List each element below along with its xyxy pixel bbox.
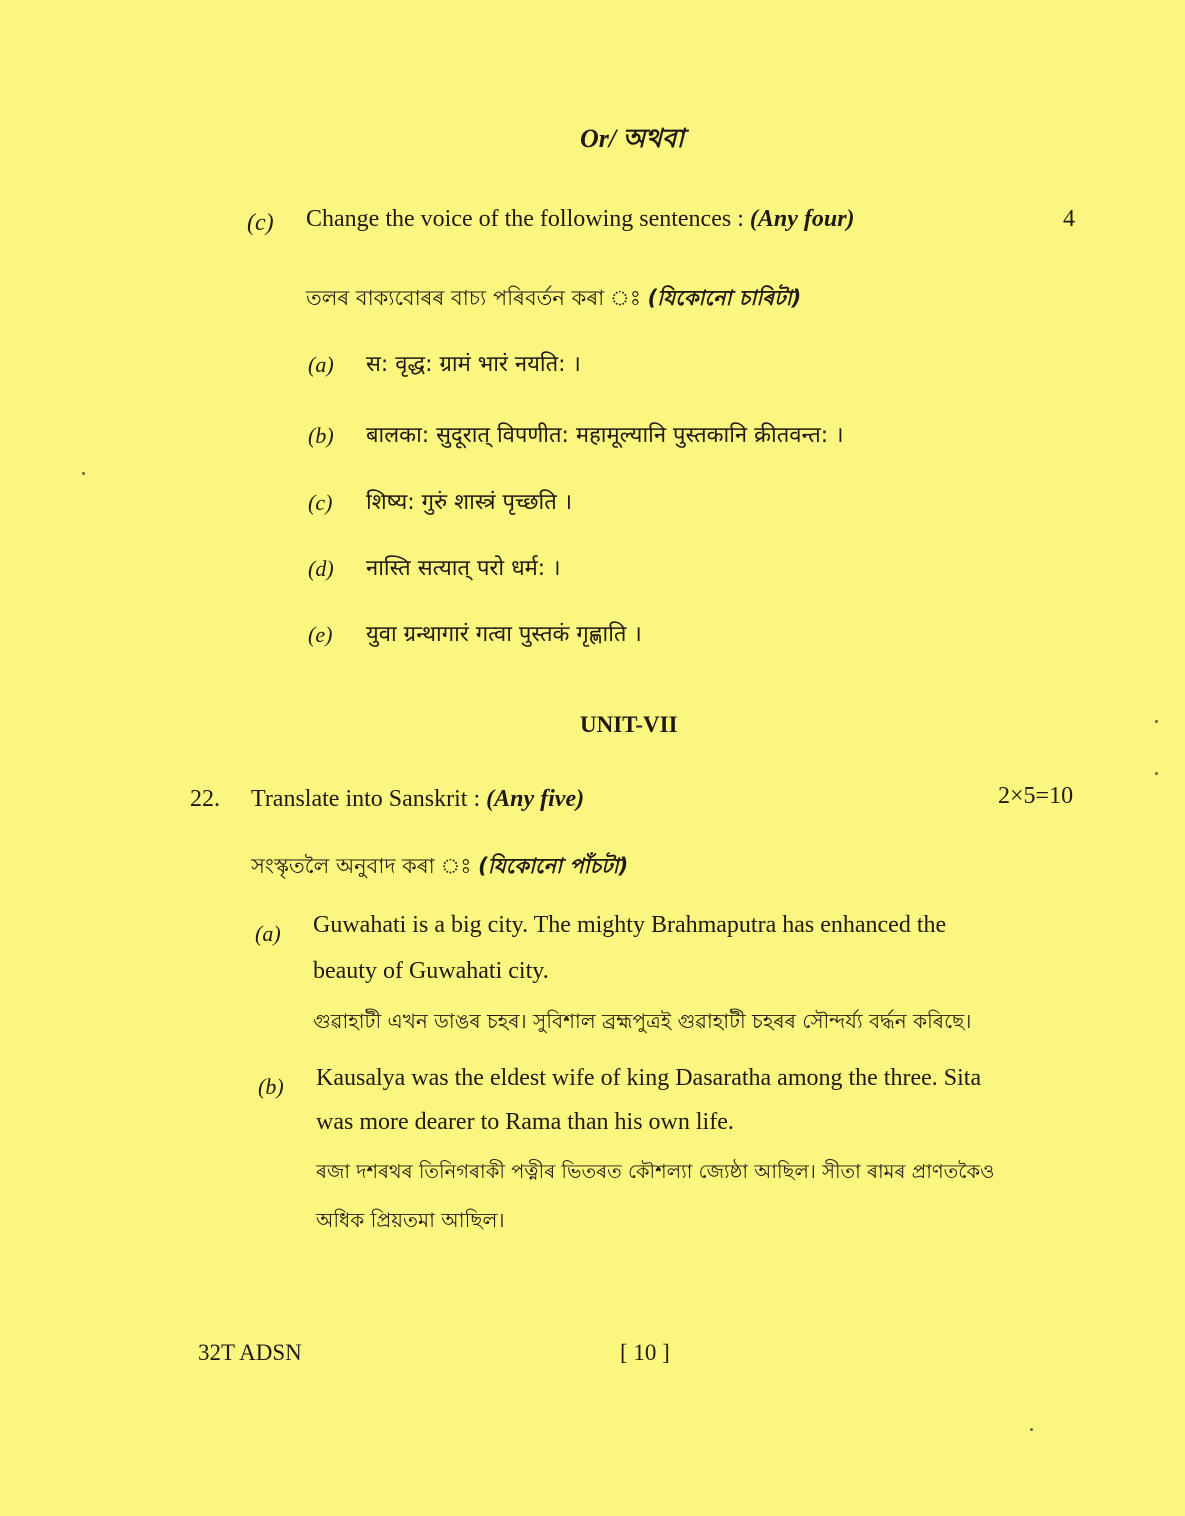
sentence-b-text: बालका: सुदूरात् विपणीत: महामूल्यानि पुस्तकानि क्रीतवन्त: ।: [366, 423, 844, 448]
question-22-assamese-instruction: সংস্কৃতলৈ অনুবাদ কৰা ঃ: [251, 854, 479, 878]
question-22-marks: 2×5=10: [998, 783, 1074, 809]
scan-speck: [1155, 772, 1158, 775]
sentence-c-text: शिष्य: गुरुं शास्त्रं पृच्छति ।: [366, 490, 573, 515]
sentence-c-label: (c): [308, 490, 333, 515]
question-22-text-line: [251, 786, 584, 813]
question-22-assamese-choice: (যিকোনো পাঁচটা): [478, 854, 629, 878]
question-c-text-line: [306, 206, 855, 233]
sentence-a-label: (a): [308, 352, 334, 377]
translate-a-english-1: Guwahati is a big city. The mighty Brahmaputra has enhanced the: [313, 912, 947, 938]
question-c-marks: 4: [1063, 206, 1075, 232]
sentence-a-text: स: वृद्ध: ग्रामं भारं नयति: ।: [366, 352, 581, 377]
question-c-assamese-line: [306, 282, 801, 317]
question-22-number: 22.: [190, 786, 220, 812]
translate-b-assamese-1: ৰজা দশৰথৰ তিনিগৰাকী পত্নীৰ ভিতৰত কৌশল্যা জ্যেষ্ঠা আছিল। সীতা ৰামৰ প্ৰাণতকৈও: [316, 1160, 995, 1183]
question-22-assamese-line: [251, 850, 628, 885]
unit-heading: UNIT-VII: [580, 712, 678, 737]
footer-code: 32T ADSN: [198, 1340, 302, 1365]
scan-speck: [82, 472, 85, 475]
question-c-label: (c): [247, 210, 274, 236]
sentence-e-label: (e): [308, 622, 333, 647]
sentence-d-text: नास्ति सत्यात् परो धर्म: ।: [366, 556, 561, 581]
translate-b-english-2: was more dearer to Rama than his own life.: [316, 1109, 734, 1135]
or-heading: Or/ অথবা: [580, 124, 684, 153]
question-c-assamese-instruction: তলৰ বাক্যবোৰৰ বাচ্য পৰিবৰ্তন কৰা ঃ: [306, 286, 648, 310]
translate-a-english-2: beauty of Guwahati city.: [313, 958, 549, 984]
translate-a-assamese-1: গুৱাহাটী এখন ডাঙৰ চহৰ। সুবিশাল ব্ৰহ্মপুত্ৰই গুৱাহাটী চহৰৰ সৌন্দৰ্য্য বৰ্দ্ধন কৰিছে।: [313, 1009, 972, 1033]
scan-speck: [1155, 720, 1158, 723]
translate-b-label: (b): [258, 1074, 284, 1099]
sentence-d-label: (d): [308, 556, 334, 581]
translate-a-label: (a): [255, 921, 281, 946]
footer-page-number: [ 10 ]: [620, 1340, 670, 1365]
question-c-text: Change the voice of the following sentences :: [306, 206, 750, 232]
translate-b-assamese-2: অধিক প্ৰিয়তমা আছিল।: [316, 1208, 505, 1232]
question-22-text: Translate into Sanskrit :: [251, 786, 487, 812]
scan-speck: [1030, 1428, 1033, 1431]
question-22-choice: (Any five): [486, 786, 585, 812]
sentence-b-label: (b): [308, 423, 334, 448]
translate-b-english-1: Kausalya was the eldest wife of king Dasaratha among the three. Sita: [316, 1065, 982, 1091]
question-c-choice: (Any four): [749, 206, 855, 232]
question-c-assamese-choice: (যিকোনো চাৰিটা): [647, 286, 802, 310]
sentence-e-text: युवा ग्रन्थागारं गत्वा पुस्तकं गृह्णाति ।: [366, 622, 642, 647]
